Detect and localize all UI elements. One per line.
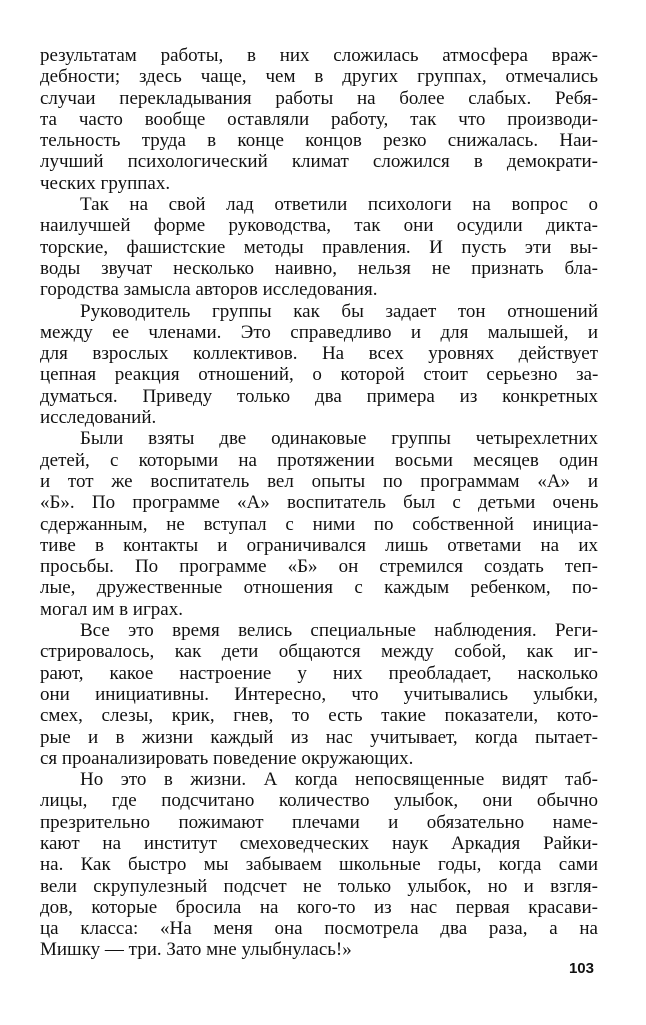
text-line: просьбы. По программе «Б» он стремился создать теп- <box>40 556 598 578</box>
text-line: Так на свой лад ответили психологи на вопрос о <box>80 194 598 216</box>
text-line: та часто вообще оставляли работу, так что производи- <box>40 108 598 130</box>
paragraph <box>40 769 598 961</box>
text-line: рые и в жизни каждый из нас учитывает, когда пытает- <box>40 726 598 748</box>
text-line: для взрослых коллективов. На всех уровнях действует <box>40 343 598 365</box>
text-line: ся проанализировать поведение окружающих. <box>40 747 414 769</box>
paragraph <box>40 301 598 429</box>
text-line: ца класса: «На меня она посмотрела два раза, а на <box>40 918 598 940</box>
body-text <box>40 45 598 961</box>
text-line: кают на институт смеховедческих наук Аркадия Райки- <box>40 832 598 854</box>
paragraph <box>40 194 598 300</box>
text-line: Были взяты две одинаковые группы четырехлетних <box>80 428 598 450</box>
text-line: рают, какое настроение у них преобладает, насколько <box>40 662 598 684</box>
paragraph <box>40 428 598 620</box>
text-line: результатам работы, в них сложилась атмосфера враж- <box>40 45 598 66</box>
text-line: Но это в жизни. А когда непосвященные видят таб- <box>80 769 598 791</box>
text-line: лучший психологический климат сложился в демократи- <box>40 151 598 173</box>
text-line: «Б». По программе «А» воспитатель был с детьми очень <box>40 492 599 514</box>
text-line: лицы, где подсчитано количество улыбок, они обычно <box>40 790 598 812</box>
text-line: случаи перекладывания работы на более слабых. Ребя- <box>40 87 598 109</box>
text-line: ческих группах. <box>40 172 171 194</box>
text-line: городства замысла авторов исследования. <box>40 279 378 301</box>
text-line: тельность труда в конце концов резко снижалась. Наи- <box>40 130 598 152</box>
text-line: презрительно пожимают плечами и обязательно наме- <box>40 811 598 833</box>
text-line: сдержанным, не вступал с ними по собственной инициа- <box>40 513 599 535</box>
text-line: стрировалось, как дети общаются между собой, как иг- <box>40 641 598 663</box>
text-line: смех, слезы, крик, гнев, то есть такие показатели, кото- <box>40 705 599 727</box>
text-line: исследований. <box>40 407 157 429</box>
text-line: цепная реакция отношений, о которой стоит серьезно за- <box>40 364 599 386</box>
text-line: между ее членами. Это справедливо и для малышей, и <box>40 321 598 343</box>
text-line: и тот же воспитатель вел опыты по программам «А» и <box>40 470 598 492</box>
text-line: лые, дружественные отношения с каждым ребенком, по- <box>40 577 598 599</box>
page-number: 103 <box>568 960 594 977</box>
text-line: думаться. Приведу только два примера из конкретных <box>40 385 598 407</box>
text-line: Все это время велись специальные наблюдения. Реги- <box>80 620 598 642</box>
paragraph <box>40 45 598 194</box>
text-line: наилучшей форме руководства, так они осудили дикта- <box>40 215 598 237</box>
text-line: воды звучат несколько наивно, нельзя не признать бла- <box>40 257 598 279</box>
text-line: дебности; здесь чаще, чем в других группах, отмечались <box>40 66 598 88</box>
text-line: Руководитель группы как бы задает тон отношений <box>80 300 598 322</box>
text-line: детей, с которыми на протяжении восьми месяцев один <box>40 449 598 471</box>
text-line: Мишку — три. Зато мне улыбнулась!» <box>40 939 352 961</box>
text-line: они инициативны. Интересно, что учитывались улыбки, <box>40 683 598 705</box>
paragraph <box>40 620 598 769</box>
text-line: тиве в контакты и ограничивался лишь ответами на их <box>40 534 598 556</box>
text-line: вели скрупулезный подсчет не только улыбок, но и взгля- <box>40 875 598 897</box>
text-line: дов, которые бросила на кого-то из нас первая красави- <box>40 896 598 918</box>
text-line: на. Как быстро мы забываем школьные годы, когда сами <box>40 854 598 876</box>
text-line: могал им в играх. <box>40 598 183 620</box>
text-line: торские, фашистские методы правления. И пусть эти вы- <box>40 236 599 258</box>
